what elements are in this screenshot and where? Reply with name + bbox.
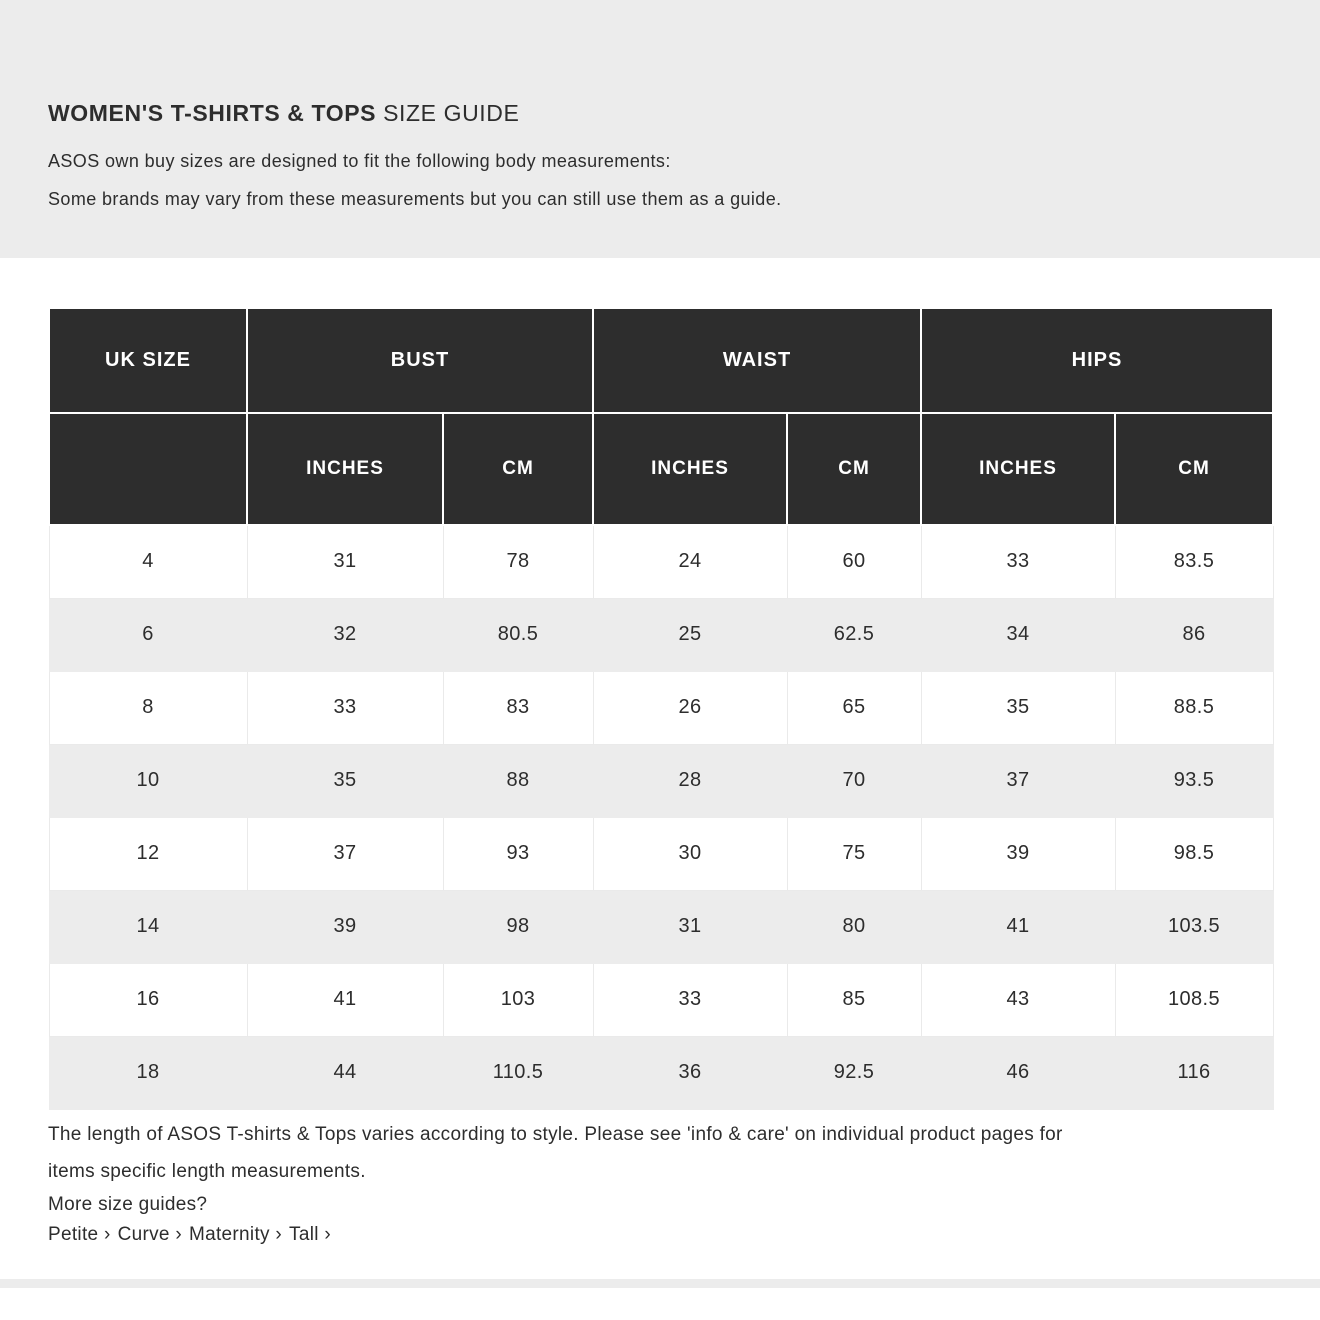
table-row [49,744,1273,817]
uk-size-cell: 12 [49,817,247,890]
measurement-cell: 85 [787,963,921,1036]
measurement-cell: 88 [443,744,593,817]
measurement-cell: 80 [787,890,921,963]
header-waist-cm: CM [787,413,921,525]
measurement-cell: 93.5 [1115,744,1273,817]
banner-description-line: Some brands may vary from these measurements but you can still use them as a guide. [48,189,782,209]
length-note-line: items specific length measurements. [48,1160,366,1182]
measurement-cell: 75 [787,817,921,890]
measurement-cell: 103.5 [1115,890,1273,963]
size-guide-link-petite[interactable]: Petite › [48,1223,111,1245]
header-bust-cm: CM [443,413,593,525]
measurement-cell: 33 [247,671,443,744]
header-hips: HIPS [921,308,1273,413]
length-note [48,1116,1272,1190]
size-guide-banner [0,0,1320,258]
sub-header-row [49,413,1273,525]
banner-description-line: ASOS own buy sizes are designed to fit the following body measurements: [48,151,671,171]
measurement-cell: 41 [921,890,1115,963]
measurement-cell: 83.5 [1115,525,1273,598]
header-waist: WAIST [593,308,921,413]
measurement-cell: 35 [247,744,443,817]
header-bust: BUST [247,308,593,413]
size-guide-links [48,1220,1272,1250]
table-row [49,1036,1273,1109]
size-guide-link-curve[interactable]: Curve › [117,1223,182,1245]
uk-size-cell: 14 [49,890,247,963]
table-row [49,598,1273,671]
header-bust-inches: INCHES [247,413,443,525]
measurement-cell: 86 [1115,598,1273,671]
measurement-cell: 60 [787,525,921,598]
measurement-cell: 36 [593,1036,787,1109]
measurement-cell: 46 [921,1036,1115,1109]
banner-description [48,142,1272,218]
measurement-cell: 31 [593,890,787,963]
measurement-cell: 88.5 [1115,671,1273,744]
measurement-cell: 26 [593,671,787,744]
measurement-cell: 80.5 [443,598,593,671]
measurement-cell: 43 [921,963,1115,1036]
measurement-cell: 24 [593,525,787,598]
measurement-cell: 34 [921,598,1115,671]
uk-size-cell: 6 [49,598,247,671]
table-row [49,963,1273,1036]
measurement-cell: 37 [247,817,443,890]
table-row [49,817,1273,890]
measurement-cell: 116 [1115,1036,1273,1109]
measurement-cell: 25 [593,598,787,671]
length-note-line: The length of ASOS T-shirts & Tops varies according to style. Please see 'info & care' on individual product pages for [48,1123,1063,1145]
header-uk-size: UK SIZE [49,308,247,413]
measurement-cell: 98.5 [1115,817,1273,890]
size-chart-table [48,307,1274,1110]
measurement-cell: 108.5 [1115,963,1273,1036]
size-table-body [49,525,1273,1109]
measurement-cell: 62.5 [787,598,921,671]
bottom-section-divider [0,1279,1320,1288]
size-chart-header [49,308,1273,525]
measurement-cell: 41 [247,963,443,1036]
group-header-row [49,308,1273,413]
uk-size-cell: 4 [49,525,247,598]
measurement-cell: 70 [787,744,921,817]
header-hips-cm: CM [1115,413,1273,525]
uk-size-cell: 18 [49,1036,247,1109]
measurement-cell: 28 [593,744,787,817]
table-row [49,671,1273,744]
page-title-category: WOMEN'S T-SHIRTS & TOPS [48,100,377,126]
header-waist-inches: INCHES [593,413,787,525]
header-hips-inches: INCHES [921,413,1115,525]
measurement-cell: 98 [443,890,593,963]
measurement-cell: 103 [443,963,593,1036]
measurement-cell: 110.5 [443,1036,593,1109]
page-title [48,100,1272,127]
uk-size-cell: 10 [49,744,247,817]
size-guide-link-tall[interactable]: Tall › [289,1223,331,1245]
measurement-cell: 33 [593,963,787,1036]
header-empty-cell [49,413,247,525]
size-guide-link-maternity[interactable]: Maternity › [188,1223,283,1245]
table-row [49,890,1273,963]
measurement-cell: 65 [787,671,921,744]
measurement-cell: 37 [921,744,1115,817]
page-title-suffix: SIZE GUIDE [383,100,520,126]
measurement-cell: 44 [247,1036,443,1109]
measurement-cell: 39 [921,817,1115,890]
size-guide-footer [48,1116,1272,1250]
measurement-cell: 39 [247,890,443,963]
measurement-cell: 92.5 [787,1036,921,1109]
measurement-cell: 33 [921,525,1115,598]
measurement-cell: 93 [443,817,593,890]
uk-size-cell: 8 [49,671,247,744]
measurement-cell: 78 [443,525,593,598]
more-size-guides-label: More size guides? [48,1193,208,1215]
measurement-cell: 35 [921,671,1115,744]
measurement-cell: 83 [443,671,593,744]
table-row [49,525,1273,598]
measurement-cell: 30 [593,817,787,890]
uk-size-cell: 16 [49,963,247,1036]
measurement-cell: 32 [247,598,443,671]
measurement-cell: 31 [247,525,443,598]
